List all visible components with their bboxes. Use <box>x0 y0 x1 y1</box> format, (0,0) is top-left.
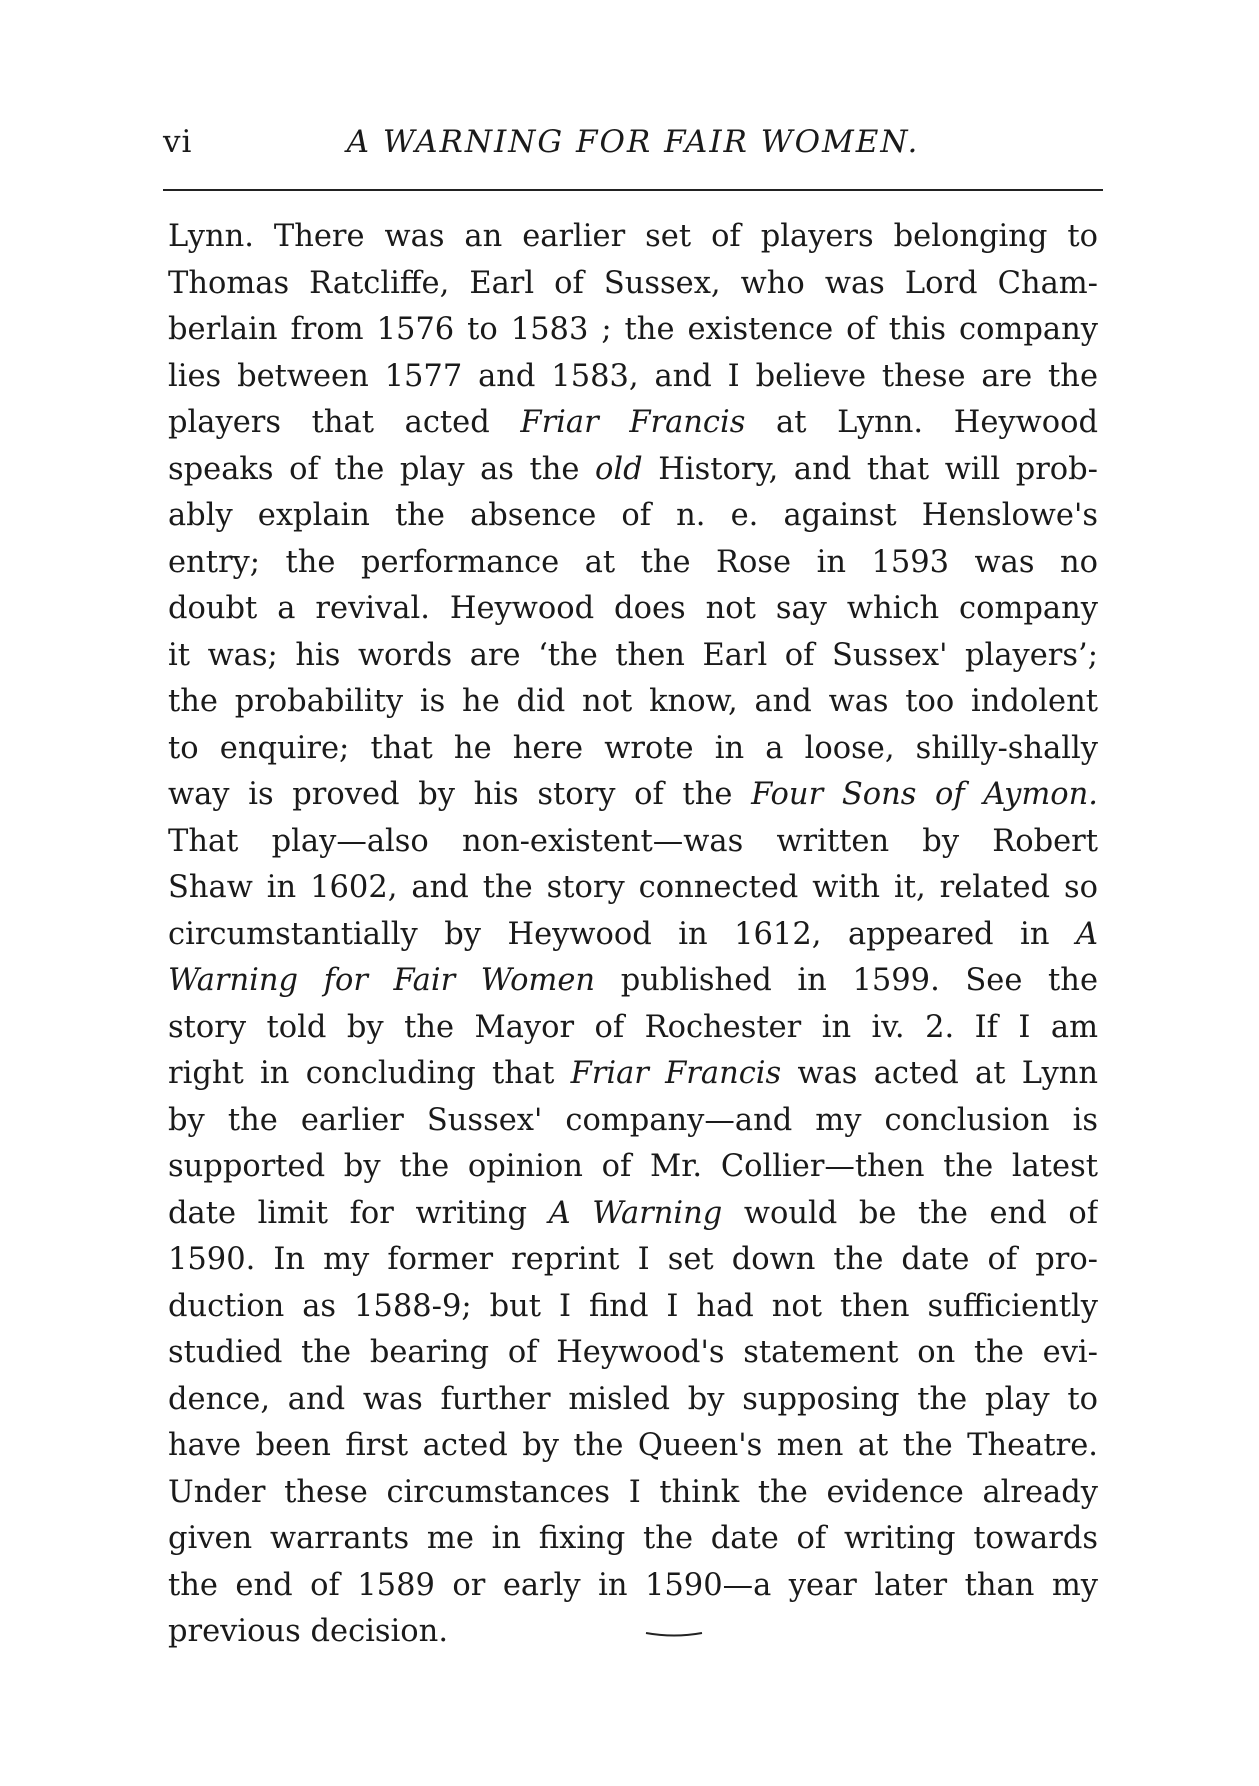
text-segment: ably explain the absence of n. e. against Henslowe's <box>168 498 1098 533</box>
text-segment: was acted at Lynn <box>781 1056 1098 1091</box>
text-segment: berlain from 1576 to 1583 ; the existence of this company <box>168 312 1098 347</box>
text-line <box>168 1005 1098 1052</box>
text-segment: studied the bearing of Heywood's statement on the evi- <box>168 1335 1098 1370</box>
text-line <box>168 586 1098 633</box>
text-segment: by the earlier Sussex' company—and my conclusion is <box>168 1102 1098 1138</box>
text-segment: dence, and was further misled by supposing the play to <box>168 1381 1098 1417</box>
italic-text: old <box>595 451 643 487</box>
text-line <box>168 1051 1098 1098</box>
italic-text: A <box>1075 916 1098 952</box>
text-line <box>168 447 1098 494</box>
text-line <box>168 400 1098 447</box>
text-segment: lies between 1577 and 1583, and I believe these are the <box>168 358 1098 394</box>
text-segment: speaks of the play as the <box>168 451 596 487</box>
italic-text: Friar Francis <box>520 405 746 440</box>
text-line <box>168 1609 1098 1656</box>
text-segment: at Lynn. Heywood <box>745 405 1098 440</box>
text-segment: circumstantially by Heywood in 1612, appeared in <box>168 916 1076 952</box>
text-segment: story told by the Mayor of Rochester in iv. 2. If I am <box>168 1009 1098 1045</box>
text-segment: way is proved by his story of the <box>168 777 752 812</box>
text-segment: published in 1599. See the <box>595 963 1098 998</box>
text-segment: duction as 1588-9; but I find I had not then sufficiently <box>168 1288 1098 1324</box>
end-flourish <box>645 1630 703 1638</box>
text-segment: previous decision. <box>168 1614 449 1649</box>
text-line <box>168 493 1098 540</box>
italic-text: Friar Francis <box>570 1056 782 1091</box>
text-segment: players that acted <box>168 405 521 440</box>
text-segment: That play—also non-existent—was written by Robert <box>168 823 1098 859</box>
text-segment: have been first acted by the Queen's men at the Theatre. <box>168 1428 1098 1463</box>
text-line <box>168 540 1098 587</box>
text-segment: given warrants me in fixing the date of writing towards <box>168 1521 1098 1556</box>
text-line <box>168 726 1098 773</box>
text-segment: the probability is he did not know, and was too indolent <box>168 684 1098 719</box>
text-segment: the end of 1589 or early in 1590—a year later than my <box>168 1567 1098 1603</box>
page-header <box>163 118 1103 168</box>
text-segment: supported by the opinion of Mr. Collier—then the latest <box>168 1149 1098 1184</box>
header-rule <box>163 189 1103 191</box>
page-number: vi <box>163 124 193 160</box>
text-line <box>168 1144 1098 1191</box>
text-line <box>168 354 1098 401</box>
text-segment: would be the end of <box>722 1195 1098 1231</box>
text-line <box>168 772 1098 819</box>
running-title: A WARNING FOR FAIR WOMEN. <box>346 124 920 160</box>
text-segment: to enquire; that he here wrote in a loose, shilly-shally <box>168 730 1098 766</box>
text-line <box>168 1237 1098 1284</box>
text-line <box>168 1377 1098 1424</box>
text-line <box>168 1563 1098 1610</box>
text-line <box>168 1330 1098 1377</box>
text-segment: it was; his words are ‘the then Earl of Sussex' players’; <box>168 637 1098 673</box>
italic-text: Four Sons of Aymon. <box>751 777 1098 812</box>
text-segment: right in concluding that <box>168 1056 571 1091</box>
text-line <box>168 261 1098 308</box>
text-segment: 1590. In my former reprint I set down the date of pro- <box>168 1242 1098 1277</box>
text-line <box>168 214 1098 261</box>
text-line <box>168 1470 1098 1517</box>
text-line <box>168 912 1098 959</box>
text-segment: date limit for writing <box>168 1195 549 1231</box>
text-line <box>168 633 1098 680</box>
text-segment: entry; the performance at the Rose in 1593 was no <box>168 544 1098 580</box>
text-line <box>168 1191 1098 1238</box>
italic-text: Warning for Fair Women <box>168 963 596 998</box>
body-text <box>168 214 1098 1656</box>
text-segment: History, and that will prob- <box>642 451 1098 487</box>
text-segment: doubt a revival. Heywood does not say which company <box>168 591 1098 626</box>
text-line <box>168 1284 1098 1331</box>
text-segment: Under these circumstances I think the evidence already <box>168 1474 1098 1510</box>
text-line <box>168 819 1098 866</box>
text-line <box>168 1516 1098 1563</box>
text-line <box>168 1423 1098 1470</box>
text-line <box>168 958 1098 1005</box>
text-segment: Thomas Ratcliffe, Earl of Sussex, who was Lord Cham- <box>168 265 1098 301</box>
text-line <box>168 1098 1098 1145</box>
text-line <box>168 307 1098 354</box>
text-segment: Shaw in 1602, and the story connected with it, related so <box>168 870 1098 905</box>
text-line <box>168 865 1098 912</box>
text-segment: Lynn. There was an earlier set of players belonging to <box>168 219 1098 254</box>
text-line <box>168 679 1098 726</box>
italic-text: A Warning <box>548 1195 723 1231</box>
